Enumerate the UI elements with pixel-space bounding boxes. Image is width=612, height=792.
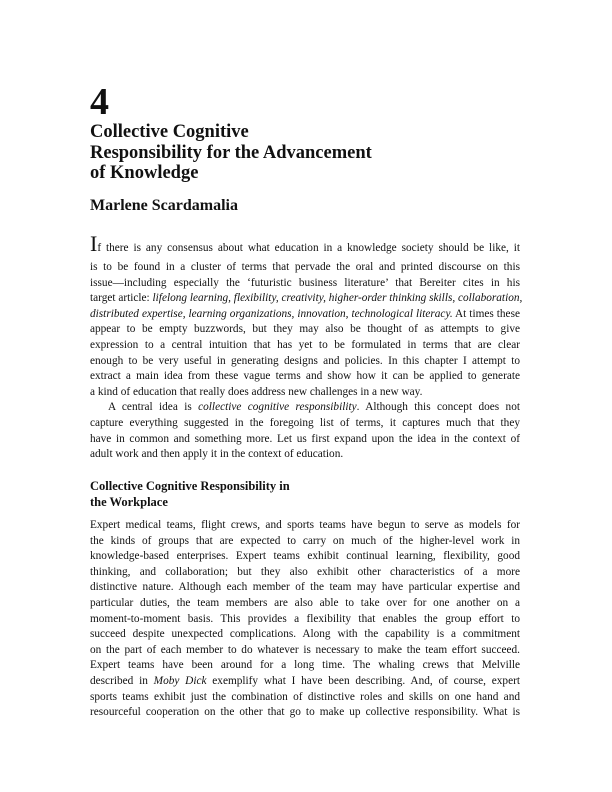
text-line: appear to be empty buzzwords, but they may also be thought of as attempts to give [90,323,520,336]
chapter-number: 4 [90,81,109,123]
text-line: on the part of each member to do whatever is necessary to make the team effort succeed. [90,643,520,656]
text-line: knowledge-based enterprises. Expert teams exhibit continual learning, flexibility, good [90,550,520,563]
text-line: resourceful cooperation on the other that go to make up collective responsibility. What is [90,706,520,719]
text-line: succeed despite unexpected complications. Along with the capability is a commitment [90,628,520,641]
text-line: A central idea is collective cognitive responsibility. Although this concept does not [108,401,520,414]
text-line: enough to be very useful in generating designs and policies. In this chapter I attempt to [90,354,520,367]
text-line: a kind of education that really does address new challenges in a new way. [90,385,423,398]
section-paragraph [90,518,520,721]
text-line: adult work and then apply it in the context of education. [90,448,344,461]
text-line: described in Moby Dick exemplify what I have been describing. And, of course, expert [90,674,520,687]
text-line: particular duties, the team members are also able to take over for one another on a [90,596,520,609]
intro-paragraphs [90,231,523,463]
text-line: distinctive nature. Although each member of the team may have particular expertise and [90,581,520,594]
section-heading-line: Collective Cognitive Responsibility in [90,479,290,493]
chapter-title-line: Collective Cognitive [90,122,249,142]
text-line: If there is any consensus about what education in a knowledge society should be like, it [90,231,520,256]
text-line: target article: lifelong learning, flexibility, creativity, higher-order thinking skills, collaboration, [90,292,523,305]
text-line: capture everything suggested in the foregoing list of terms, it captures much that they [90,416,520,429]
section-heading-line: the Workplace [90,495,168,509]
text-line: distributed expertise, learning organizations, innovation, technological literacy. At times these [90,307,520,320]
text-line: expression to a central intuition that has yet to be formulated in terms that are clear [90,338,520,351]
text-line: Expert medical teams, flight crews, and sports teams have begun to serve as models for [90,519,520,531]
section-heading [90,478,290,510]
text-line: thinking, and collaboration; but they also exhibit other characteristics of a more [90,565,520,578]
text-line: Expert teams have been around for a long time. The whaling crews that Melville [90,659,520,672]
text-line: extract a main idea from these vague terms and show how it can be applied to generate [90,370,520,383]
text-line: issue—including especially the ‘futuristic business literature’ that Bereiter cites in his [90,276,520,289]
drop-cap: I [90,231,98,256]
text-line: have in common and something more. Let us first expand upon the idea in the context of [90,432,520,445]
author-name: Marlene Scardamalia [90,197,238,214]
text-line: is to be found in a cluster of terms that pervade the oral and printed discourse on this [90,261,520,273]
text-line: sports teams exhibit just the combination of distinctive roles and skills on one hand and [90,690,520,703]
text-line: the kinds of groups that are expected to carry on much of the higher-level work in [90,534,520,547]
chapter-title-line: Responsibility for the Advancement [90,142,372,163]
text-line: moment-to-moment basis. This provides a flexibility that enables the group effort to [90,612,520,625]
chapter-title [90,122,470,184]
chapter-title-line: of Knowledge [90,163,199,183]
